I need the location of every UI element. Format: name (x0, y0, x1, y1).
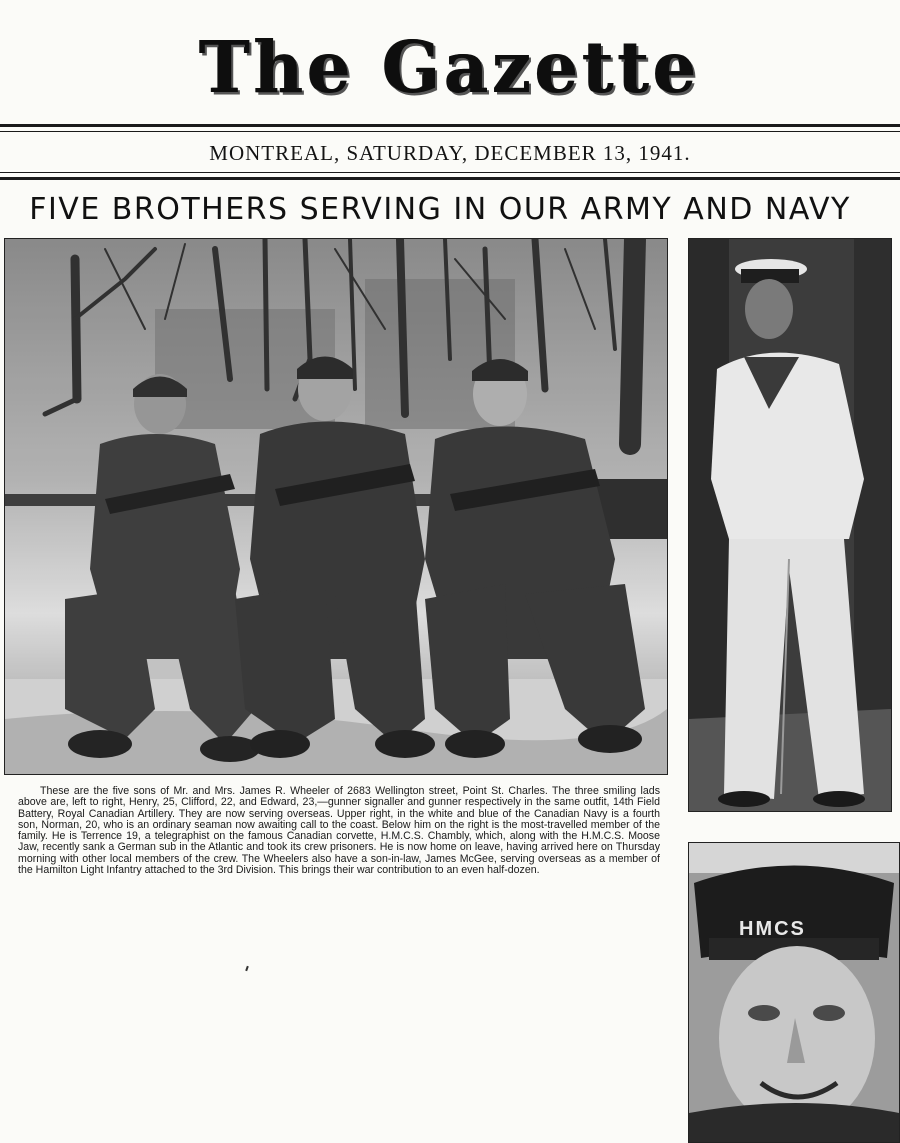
headline: FIVE BROTHERS SERVING IN OUR ARMY AND NAVY (29, 192, 851, 227)
group-photo-soldiers (4, 238, 668, 775)
ink-speck (245, 966, 249, 971)
masthead-rule-top (0, 124, 900, 127)
newspaper-title: The Gazette (199, 26, 701, 111)
cap-band-text: HMCS (739, 918, 806, 940)
sailor-photo (688, 238, 892, 812)
dateline-rule-thin (0, 172, 900, 173)
sailor-portrait-photo (688, 842, 900, 1143)
dateline: MONTREAL, SATURDAY, DECEMBER 13, 1941. (209, 141, 691, 165)
photo-caption: These are the five sons of Mr. and Mrs. James R. Wheeler of 2683 Wellington street, Point St. Charles. The three smiling lads above are, left to right, Henry, 25, Clifford, 22, and Edward, 23,—gunner signaller and gunner respectively in the same outfit, 14th Field Battery, Royal Canadian Artillery. They are now serving overseas. Upper right, in the white and blue of the Canadian Navy is a fourth son, Norman, 20, who is an ordinary seaman now awaiting call to the coast. Below him on the right is the most-travelled member of the family. He is Terrence 19, a telegraphist on the famous Canadian corvette, H.M.C.S. Chambly, which, along with the H.M.C.S. Moose Jaw, recently sank a German sub in the Atlantic and took its crew prisoners. He is now home on leave, having arrived here on Thursday morning with other local members of the crew. The Wheelers also have a son-in-law, James McGee, serving overseas as a member of the Hamilton Light Infantry attached to the 3rd Division. This brings their war contribution to an even half-dozen. (18, 785, 660, 877)
masthead (0, 18, 900, 118)
masthead-rule-top-thin (0, 131, 900, 132)
dateline-rule-bottom (0, 177, 900, 180)
